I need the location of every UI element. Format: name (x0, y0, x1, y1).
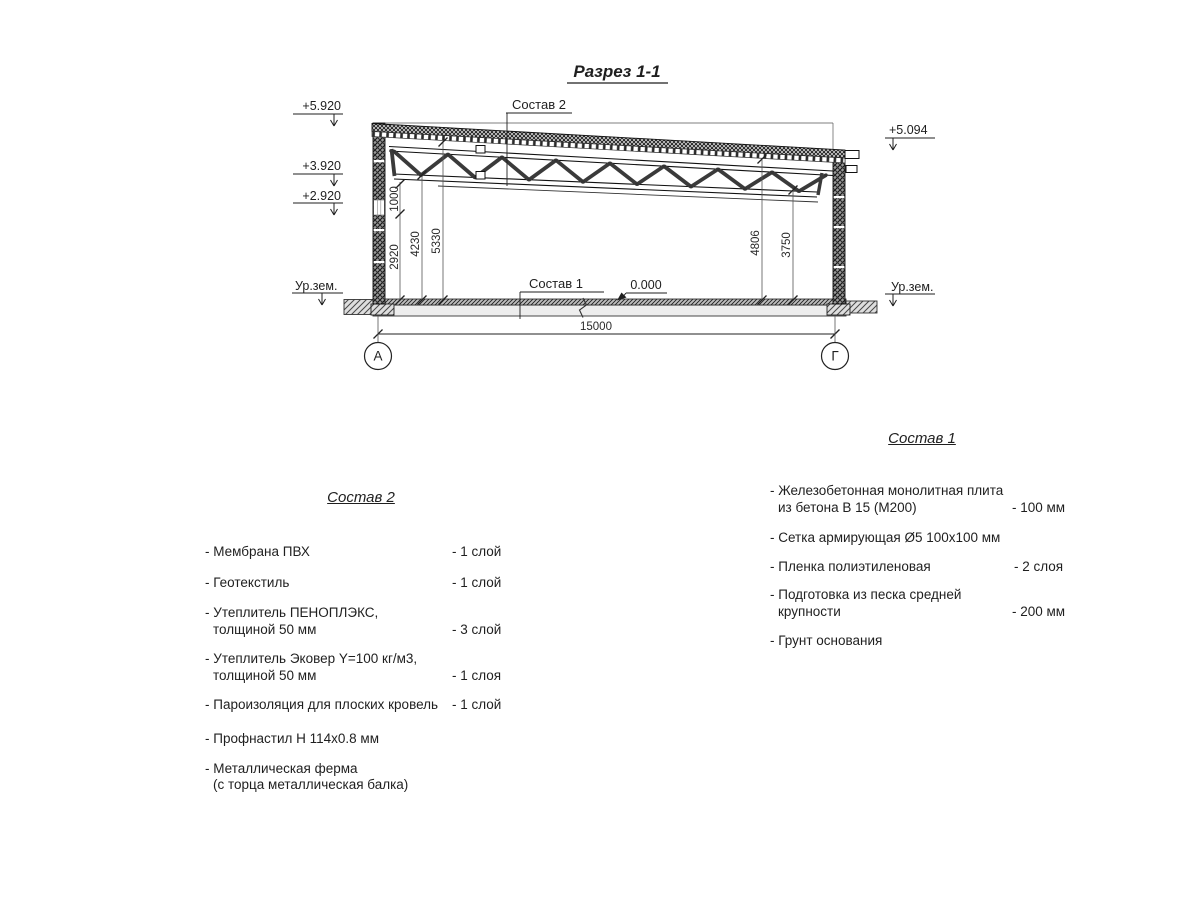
spec2-item-name: - Пароизоляция для плоских кровель (205, 697, 439, 712)
dim-1000: 1000 (389, 186, 401, 212)
layer-callouts (506, 97, 604, 319)
spec2-item-value: - 1 слой (452, 544, 502, 559)
spec2-item-name: - Утеплитель Эковер Y=100 кг/м3, (205, 651, 418, 666)
spec1-title: Состав 1 (888, 430, 956, 447)
spec1-item-value: - 2 слоя (1014, 559, 1064, 574)
spec1-item-value: - 100 мм (1012, 500, 1066, 515)
dim-4230: 4230 (410, 231, 422, 257)
spec2-item-value: - 1 слой (452, 575, 502, 590)
spec1-item-name2: из бетона В 15 (М200) (778, 500, 917, 515)
truss-clip-bottom (476, 172, 485, 180)
edge-beam-end (846, 166, 857, 173)
dim-5330: 5330 (431, 228, 443, 254)
callout-sostav1: Состав 1 (529, 276, 583, 291)
truss-clip-top (476, 146, 485, 154)
axis-letter-left: А (373, 348, 383, 364)
spec2-item-name2: (с торца металлическая балка) (213, 777, 409, 792)
svg-text:+3.920: +3.920 (302, 159, 341, 173)
spec2-item-name2: толщиной 50 мм (213, 622, 317, 637)
svg-text:0.000: 0.000 (630, 278, 662, 292)
spec1-item-name: - Грунт основания (770, 633, 883, 648)
axis-markers (365, 343, 849, 370)
slab-body (373, 305, 846, 316)
ground-level-left (292, 279, 343, 305)
roof-fascia (845, 151, 859, 159)
spec2-item-value: - 1 слой (452, 697, 502, 712)
elevation-2920 (293, 189, 343, 215)
spec2-item-value: - 3 слой (452, 622, 502, 637)
spec2-item-name: - Металлическая ферма (205, 761, 358, 776)
spec1-item-value: - 200 мм (1012, 604, 1066, 619)
truss-tie-beam (438, 186, 818, 202)
ground-level-right (885, 280, 935, 306)
dim-2920: 2920 (389, 244, 401, 270)
spec1-item-name: - Сетка армирующая Ø5 100х100 мм (770, 530, 1001, 545)
spec1-item-name: - Подготовка из песка средней (770, 587, 962, 602)
spec2-item-name: - Геотекстиль (205, 575, 290, 590)
wall-right (833, 151, 845, 304)
svg-text:+5.094: +5.094 (889, 123, 928, 137)
spec2-item-name: - Мембрана ПВХ (205, 544, 310, 559)
wall-left (373, 123, 385, 304)
svg-text:Ур.зем.: Ур.зем. (295, 279, 338, 293)
spec2-item-name2: толщиной 50 мм (213, 668, 317, 683)
svg-text:+2.920: +2.920 (302, 189, 341, 203)
floor-slab (344, 298, 877, 318)
dim-3750: 3750 (781, 232, 793, 258)
svg-text:Ур.зем.: Ур.зем. (891, 280, 934, 294)
spec1-item-name: - Пленка полиэтиленовая (770, 559, 931, 574)
wall-left-window-band (374, 200, 385, 215)
spec1-item-name2: крупности (778, 604, 841, 619)
elevation-5920 (293, 99, 343, 126)
callout-sostav2: Состав 2 (512, 97, 566, 112)
elevation-zero (617, 278, 667, 301)
spec2-item-name: - Утеплитель ПЕНОПЛЭКС, (205, 605, 379, 620)
span-dimension (378, 316, 835, 342)
drawing-title (567, 62, 668, 83)
elevation-3920 (293, 159, 343, 186)
apron-left (344, 300, 373, 315)
elevation-5094 (885, 123, 935, 150)
dim-4806: 4806 (750, 230, 762, 256)
spec1-item-name: - Железобетонная монолитная плита (770, 483, 1004, 498)
dim-span-15000: 15000 (580, 321, 612, 333)
apron-right (846, 301, 877, 313)
spec2-item-value: - 1 слоя (452, 668, 502, 683)
svg-text:+5.920: +5.920 (302, 99, 341, 113)
spec2-title: Состав 2 (327, 489, 395, 506)
foundation-right (827, 304, 850, 315)
roof-assembly (372, 123, 859, 173)
foundation-left (371, 304, 394, 315)
axis-letter-right: Г (831, 348, 839, 364)
drawing-title-text: Разрез 1-1 (573, 62, 661, 81)
spec2-item-name: - Профнастил Н 114х0.8 мм (205, 731, 379, 746)
